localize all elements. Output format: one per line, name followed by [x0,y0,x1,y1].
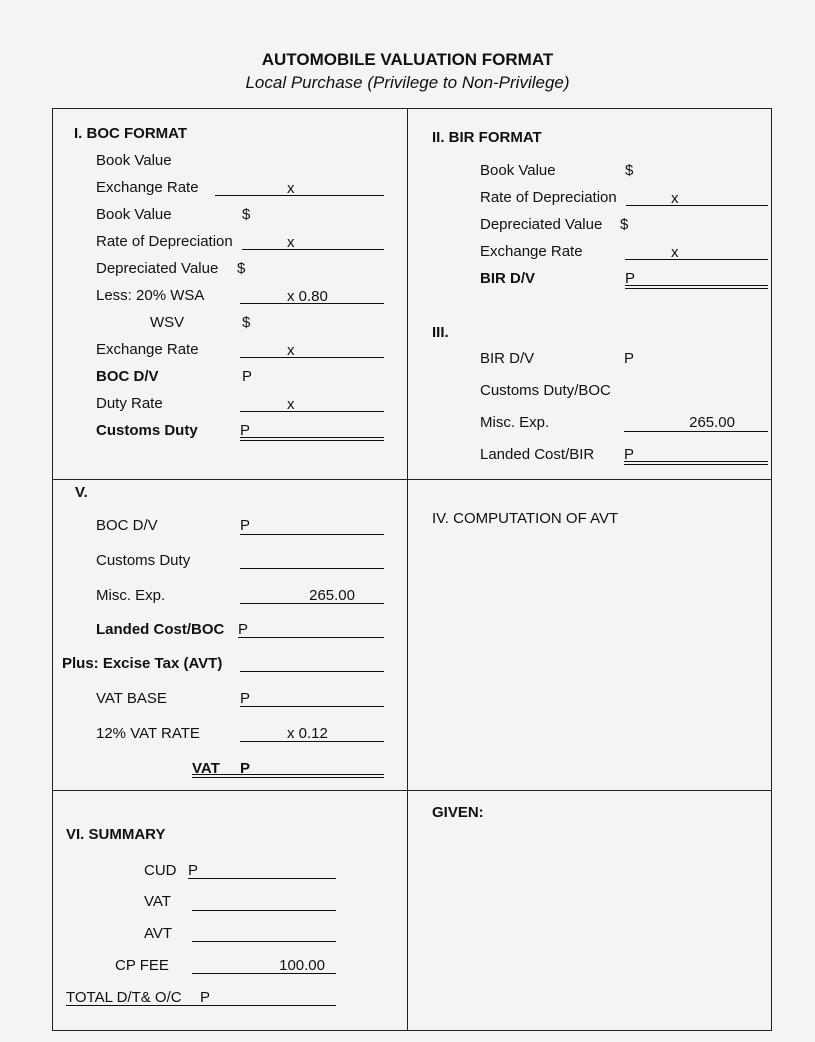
s3-col-landed-cost: P [624,446,635,463]
s5-value-vat-rate: x 0.12 [287,725,328,742]
s5-line-vat-base[interactable] [240,706,384,707]
bir-label-book-value: Book Value [480,162,556,179]
boc-label-boc-dv: BOC D/V [96,368,159,385]
s3-line-landed-cost-double [624,464,768,465]
boc-col-customs-duty: P [240,422,251,439]
boc-line-duty-rate[interactable] [240,411,384,412]
s3-col-bir-dv: P [624,350,635,367]
boc-label-exchange-rate-2: Exchange Rate [96,341,199,358]
row-divider-1 [52,479,772,480]
bir-label-rate-depreciation: Rate of Depreciation [480,189,617,206]
summary-label-vat: VAT [144,893,171,910]
s5-line-customs-duty[interactable] [240,568,384,569]
s5-value-misc-exp: 265.00 [309,587,355,604]
boc-label-customs-duty: Customs Duty [96,422,198,439]
s5-label-boc-dv: BOC D/V [96,517,158,534]
bir-line-rate-depreciation[interactable] [626,205,768,206]
s5-col-vat: P [240,760,251,777]
boc-col-boc-dv: P [242,368,253,385]
bir-label-bir-dv: BIR D/V [480,270,536,287]
boc-mid-rate-depreciation: x [287,234,295,251]
s5-label-misc-exp: Misc. Exp. [96,587,166,604]
given-heading: GIVEN: [432,804,484,821]
summary-col-total: P [200,989,211,1006]
bir-label-depreciated-value: Depreciated Value [480,216,603,233]
boc-mid-exchange-rate: x [287,180,295,197]
s5-line-landed-cost[interactable] [238,637,384,638]
bir-line-bir-dv[interactable] [625,285,768,286]
s3-label-misc-exp: Misc. Exp. [480,414,550,431]
boc-mid-wsa: x 0.80 [287,288,328,305]
summary-line-total[interactable] [66,1005,336,1006]
summary-heading: VI. SUMMARY [66,826,166,843]
s5-label-vat-base: VAT BASE [96,690,167,707]
summary-line-vat[interactable] [192,910,336,911]
summary-value-cp-fee: 100.00 [279,957,325,974]
s5-line-boc-dv[interactable] [240,534,384,535]
section4-heading: IV. COMPUTATION OF AVT [432,510,619,527]
boc-mid-duty-rate: x [287,396,295,413]
summary-col-cud: P [188,862,199,879]
s3-label-customs-duty: Customs Duty/BOC [480,382,611,399]
s5-label-vat-rate: 12% VAT RATE [96,725,200,742]
bir-mid-rate-depreciation: x [671,190,679,207]
s3-value-misc-exp: 265.00 [689,414,735,431]
boc-line-customs-duty-double [240,440,384,441]
section3-heading: III. [432,324,449,341]
boc-line-customs-duty[interactable] [240,437,384,438]
s3-line-misc-exp[interactable] [624,431,768,432]
summary-label-avt: AVT [144,925,173,942]
s3-line-landed-cost[interactable] [624,461,768,462]
page-subtitle: Local Purchase (Privilege to Non-Privilege) [245,73,570,92]
column-divider [407,108,408,1031]
boc-heading: I. BOC FORMAT [74,125,188,142]
summary-label-total: TOTAL D/T& O/C [66,989,182,1006]
bir-line-bir-dv-double [625,288,768,289]
s5-label-vat: VAT [192,760,220,777]
boc-mid-exchange-rate-2: x [287,342,295,359]
s5-col-boc-dv: P [240,517,251,534]
s5-line-vat-double [192,777,384,778]
bir-col-depreciated-value: $ [620,216,629,233]
boc-label-book-value-2: Book Value [96,206,172,223]
boc-label-rate-depreciation: Rate of Depreciation [96,233,233,250]
bir-label-exchange-rate: Exchange Rate [480,243,583,260]
s5-col-landed-cost: P [238,621,249,638]
s5-label-excise-tax: Plus: Excise Tax (AVT) [62,655,223,672]
boc-line-exchange-rate[interactable] [215,195,384,196]
boc-label-wsa: Less: 20% WSA [96,287,205,304]
boc-label-book-value: Book Value [96,152,172,169]
summary-line-avt[interactable] [192,941,336,942]
summary-line-cud[interactable] [188,878,336,879]
summary-label-cud: CUD [144,862,177,879]
boc-line-rate-depreciation[interactable] [242,249,384,250]
bir-col-bir-dv: P [625,270,636,287]
page-title: AUTOMOBILE VALUATION FORMAT [261,50,554,69]
s5-line-vat[interactable] [192,774,384,775]
boc-col-book-value-2: $ [242,206,251,223]
boc-line-exchange-rate-2[interactable] [240,357,384,358]
boc-label-depreciated-value: Depreciated Value [96,260,219,277]
bir-col-book-value: $ [625,162,634,179]
boc-label-exchange-rate: Exchange Rate [96,179,199,196]
s3-label-landed-cost: Landed Cost/BIR [480,446,595,463]
boc-label-duty-rate: Duty Rate [96,395,163,412]
bir-mid-exchange-rate: x [671,244,679,261]
boc-label-wsv: WSV [150,314,185,331]
boc-col-depreciated-value: $ [237,260,246,277]
summary-label-cp-fee: CP FEE [115,957,169,974]
s3-label-bir-dv: BIR D/V [480,350,535,367]
section5-heading: V. [75,484,88,501]
boc-col-wsv: $ [242,314,251,331]
s5-col-vat-base: P [240,690,251,707]
bir-heading: II. BIR FORMAT [432,129,542,146]
s5-line-excise-tax[interactable] [240,671,384,672]
bir-line-exchange-rate[interactable] [625,259,768,260]
row-divider-2 [52,790,772,791]
s5-label-customs-duty: Customs Duty [96,552,191,569]
s5-label-landed-cost: Landed Cost/BOC [96,621,225,638]
